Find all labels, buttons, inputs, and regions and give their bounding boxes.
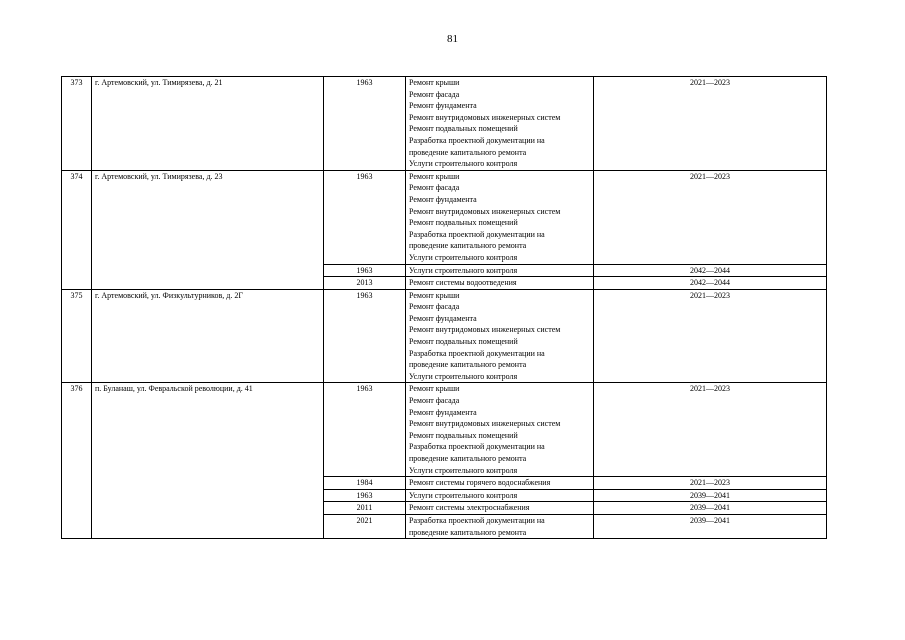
work-item: Ремонт фасада (409, 89, 460, 99)
work-item: Ремонт системы водоотведения (409, 278, 517, 288)
period-cell: 2021—2023 (594, 170, 827, 264)
work-item: Услуги строительного контроля (409, 465, 518, 475)
work-item: Ремонт подвальных помещений (409, 124, 518, 134)
period-cell: 2039—2041 (594, 502, 827, 515)
year-cell: 1963 (324, 170, 406, 264)
work-item: Ремонт крыши (409, 384, 460, 394)
work-item: Ремонт внутридомовых инженерных систем (409, 419, 561, 429)
work-item: Ремонт системы горячего водоснабжения (409, 478, 551, 488)
work-item: Услуги строительного контроля (409, 490, 518, 500)
work-item: Ремонт крыши (409, 290, 460, 300)
works-cell (406, 264, 594, 277)
year-cell: 2013 (324, 277, 406, 290)
work-item: Разработка проектной документации на (409, 515, 545, 525)
work-item: Ремонт фасада (409, 396, 460, 406)
work-item: Ремонт крыши (409, 78, 460, 87)
repair-schedule-table (61, 76, 827, 539)
works-cell (406, 514, 594, 538)
period-cell: 2021—2023 (594, 477, 827, 490)
table-row (62, 383, 827, 477)
year-cell: 1984 (324, 477, 406, 490)
work-item: Ремонт крыши (409, 171, 460, 181)
work-item: Ремонт фундамента (409, 194, 477, 204)
work-item: Разработка проектной документации на (409, 348, 545, 358)
work-item: Ремонт фундамента (409, 407, 477, 417)
work-item: Разработка проектной документации на (409, 135, 545, 145)
works-cell (406, 489, 594, 502)
works-cell (406, 277, 594, 290)
year-cell: 1963 (324, 383, 406, 477)
works-cell (406, 170, 594, 264)
table-row (62, 77, 827, 171)
year-cell: 1963 (324, 489, 406, 502)
house-number-cell: 375 (62, 289, 92, 383)
works-cell (406, 77, 594, 171)
year-cell: 2021 (324, 514, 406, 538)
house-number-cell: 376 (62, 383, 92, 539)
work-item: Ремонт фасада (409, 302, 460, 312)
works-cell (406, 477, 594, 490)
works-cell (406, 383, 594, 477)
work-item: Ремонт подвальных помещений (409, 337, 518, 347)
work-item: Разработка проектной документации на (409, 442, 545, 452)
works-cell (406, 289, 594, 383)
work-item: проведение капитального ремонта (409, 360, 527, 370)
work-item: проведение капитального ремонта (409, 527, 527, 537)
work-item: Ремонт фундамента (409, 101, 477, 111)
period-cell: 2021—2023 (594, 289, 827, 383)
work-item: Услуги строительного контроля (409, 252, 518, 262)
work-item: проведение капитального ремонта (409, 454, 527, 463)
work-item: Ремонт фундамента (409, 313, 477, 323)
table-row (62, 170, 827, 264)
period-cell: 2021—2023 (594, 383, 827, 477)
table-row (62, 289, 827, 383)
work-item: Ремонт подвальных помещений (409, 218, 518, 228)
address-cell: г. Артемовский, ул. Физкультурников, д. 2Г (92, 289, 324, 383)
page-number: 81 (447, 33, 458, 45)
work-item: Разработка проектной документации на (409, 229, 545, 239)
year-cell: 2011 (324, 502, 406, 515)
table-body (62, 77, 827, 539)
work-item: Услуги строительного контроля (409, 159, 518, 169)
works-cell (406, 502, 594, 515)
house-number-cell: 374 (62, 170, 92, 289)
work-item: Услуги строительного контроля (409, 371, 518, 381)
work-item: Ремонт внутридомовых инженерных систем (409, 325, 561, 335)
address-cell: п. Буланаш, ул. Февральской революции, д. 41 (92, 383, 324, 539)
work-item: проведение капитального ремонта (409, 147, 527, 157)
period-cell: 2021—2023 (594, 77, 827, 171)
year-cell: 1963 (324, 77, 406, 171)
period-cell: 2042—2044 (594, 277, 827, 290)
work-item: Ремонт внутридомовых инженерных систем (409, 206, 561, 216)
period-cell: 2039—2041 (594, 514, 827, 538)
work-item: Ремонт фасада (409, 183, 460, 193)
year-cell: 1963 (324, 264, 406, 277)
work-item: Услуги строительного контроля (409, 265, 518, 275)
period-cell: 2042—2044 (594, 264, 827, 277)
work-item: Ремонт системы электроснабжения (409, 503, 530, 513)
period-cell: 2039—2041 (594, 489, 827, 502)
work-item: Ремонт внутридомовых инженерных систем (409, 112, 561, 122)
work-item: Ремонт подвальных помещений (409, 430, 518, 440)
year-cell: 1963 (324, 289, 406, 383)
work-item: проведение капитального ремонта (409, 241, 527, 251)
house-number-cell: 373 (62, 77, 92, 171)
address-cell: г. Артемовский, ул. Тимирязева, д. 23 (92, 170, 324, 289)
address-cell: г. Артемовский, ул. Тимирязева, д. 21 (92, 77, 324, 171)
